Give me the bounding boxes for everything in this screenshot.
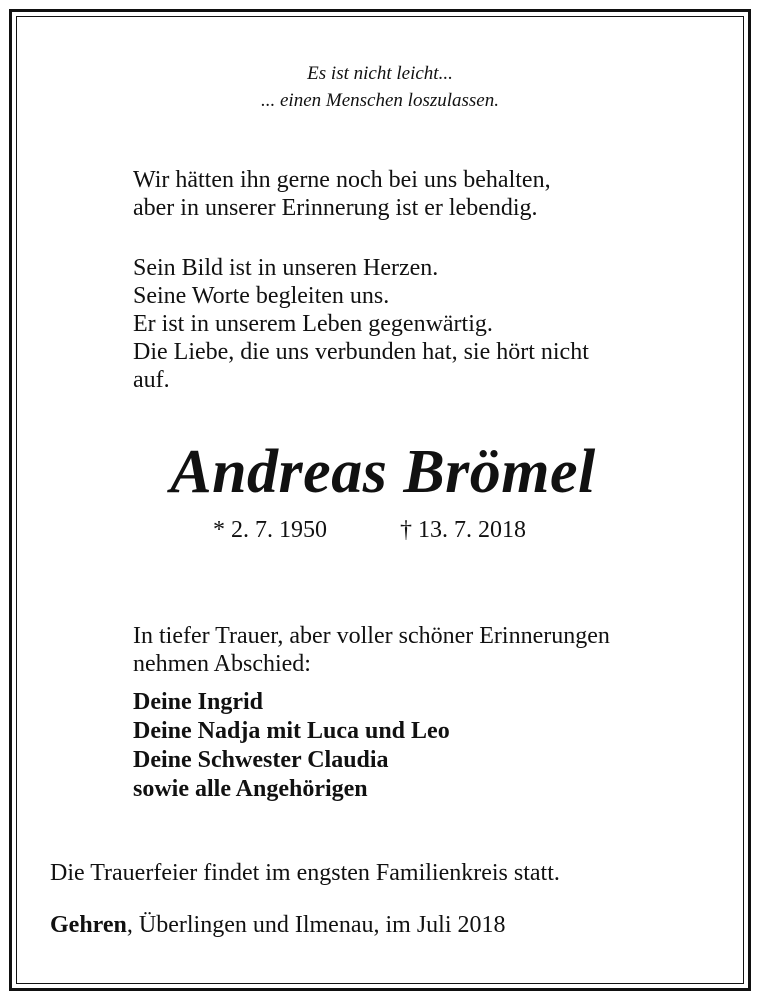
intro-line: auf. xyxy=(133,367,170,393)
place-rest: , Überlingen und Ilmenau, im Juli 2018 xyxy=(126,912,506,938)
intro-paragraph-1 xyxy=(133,166,713,222)
intro-line: Er ist in unserem Leben gegenwärtig. xyxy=(133,311,493,337)
intro-line: Wir hätten ihn gerne noch bei uns behalten, xyxy=(133,167,551,193)
family-list xyxy=(133,688,713,804)
intro-line: Die Liebe, die uns verbunden hat, sie hört nicht xyxy=(133,339,589,365)
mourning-line: In tiefer Trauer, aber voller schöner Erinnerungen xyxy=(133,623,610,649)
intro-line: Seine Worte begleiten uns. xyxy=(133,283,390,309)
mourning-text xyxy=(133,622,713,678)
place-name-bold: Gehren xyxy=(50,912,127,938)
intro-paragraph-2 xyxy=(133,254,713,394)
birth-date: * 2. 7. 1950 xyxy=(213,517,327,543)
deceased-name: Andreas Brömel xyxy=(170,438,596,506)
motto-line-1: Es ist nicht leicht... xyxy=(307,63,453,84)
motto-line-2: ... einen Menschen loszulassen. xyxy=(261,90,499,111)
mourning-line: nehmen Abschied: xyxy=(133,651,311,677)
family-member: Deine Schwester Claudia xyxy=(133,747,389,773)
place-date-line xyxy=(50,911,506,939)
death-date: † 13. 7. 2018 xyxy=(400,517,526,543)
family-member: Deine Ingrid xyxy=(133,689,264,715)
family-member: Deine Nadja mit Luca und Leo xyxy=(133,718,450,744)
family-member: sowie alle Angehörigen xyxy=(133,776,368,802)
intro-line: Sein Bild ist in unseren Herzen. xyxy=(133,255,439,281)
ceremony-note: Die Trauerfeier findet im engsten Familienkreis statt. xyxy=(50,860,560,886)
intro-line: aber in unserer Erinnerung ist er lebendig. xyxy=(133,195,538,221)
